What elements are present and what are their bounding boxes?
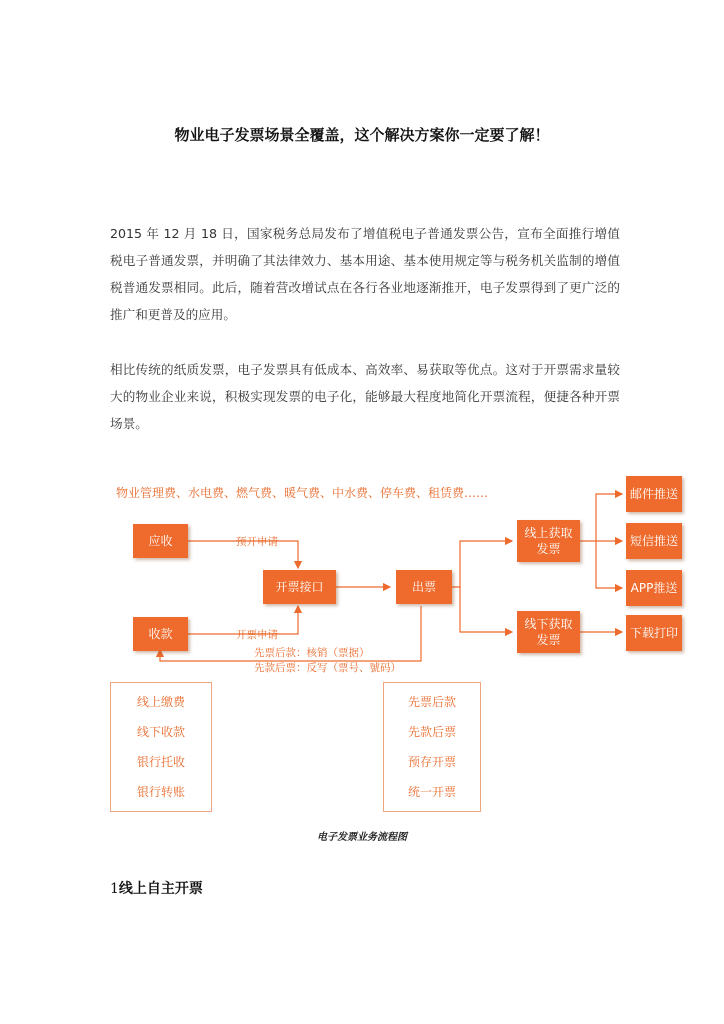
paragraph-intro: 2015 年 12 月 18 日，国家税务总局发布了增值税电子普通发票公告，宣布全面推行增值税电子普通发票，并明确了其法律效力、基本用途、基本使用规定等与税务机关监制的增值税普通发票相同。此后，随着营改增试点在各行各业地逐渐推开，电子发票得到了更广泛的推广和更普及的应用。 — [110, 226, 620, 322]
arrow-issue-to-online — [452, 541, 512, 587]
arrow-issue-to-offline — [460, 587, 512, 632]
list-item: 线上缴费 — [136, 695, 185, 709]
payment-methods-box — [110, 682, 212, 812]
list-item: 银行托收 — [136, 755, 185, 769]
section-number: 1 — [110, 881, 119, 897]
sms-push-box: 短信推送 — [626, 523, 682, 559]
note-invoice-first: 先票后款：核销（票据） — [254, 647, 370, 659]
list-item: 银行转账 — [136, 785, 185, 799]
flow-diagram — [0, 470, 724, 820]
list-item: 线下收款 — [136, 725, 185, 739]
invoice-api-box: 开票接口 — [263, 570, 336, 604]
list-item: 统一开票 — [407, 785, 456, 799]
app-push-box: APP推送 — [626, 570, 682, 606]
article-title: 物业电子发票场景全覆盖，这个解决方案你一定要了解！ — [174, 126, 550, 144]
list-item: 先款后票 — [407, 725, 456, 739]
note-payment-first: 先款后票：反写（票号、號码） — [254, 662, 401, 674]
receivable-box: 应收 — [133, 524, 188, 558]
list-item: 预存开票 — [407, 755, 456, 769]
arrow-online-to-email — [580, 494, 622, 541]
issue-box: 出票 — [396, 570, 452, 604]
collection-box: 收款 — [133, 617, 188, 651]
list-item: 先票后款 — [407, 695, 456, 709]
open-apply-label: 开票申请 — [236, 629, 278, 641]
invoice-modes-box — [383, 682, 481, 812]
section-heading — [110, 878, 203, 898]
download-print-box: 下载打印 — [626, 615, 682, 651]
fee-types-text: 物业管理费、水电费、燃气费、暖气费、中水费、停车费、租赁费…… — [116, 486, 489, 500]
pre-apply-label: 预开申请 — [236, 536, 278, 548]
arrow-online-to-app — [596, 541, 622, 588]
section-title: 线上自主开票 — [118, 881, 203, 897]
email-push-box: 邮件推送 — [626, 476, 682, 512]
paragraph-advantages: 相比传统的纸质发票，电子发票具有低成本、高效率、易获取等优点。这对于开票需求量较大的物业企业来说，积极实现发票的电子化，能够最大程度地简化开票流程，便捷各种开票场景。 — [110, 362, 620, 431]
figure-caption: 电子发票业务流程图 — [317, 832, 407, 843]
online-get-invoice-box: 线上获取发票 — [517, 520, 580, 562]
offline-get-invoice-box: 线下获取发票 — [517, 611, 580, 653]
